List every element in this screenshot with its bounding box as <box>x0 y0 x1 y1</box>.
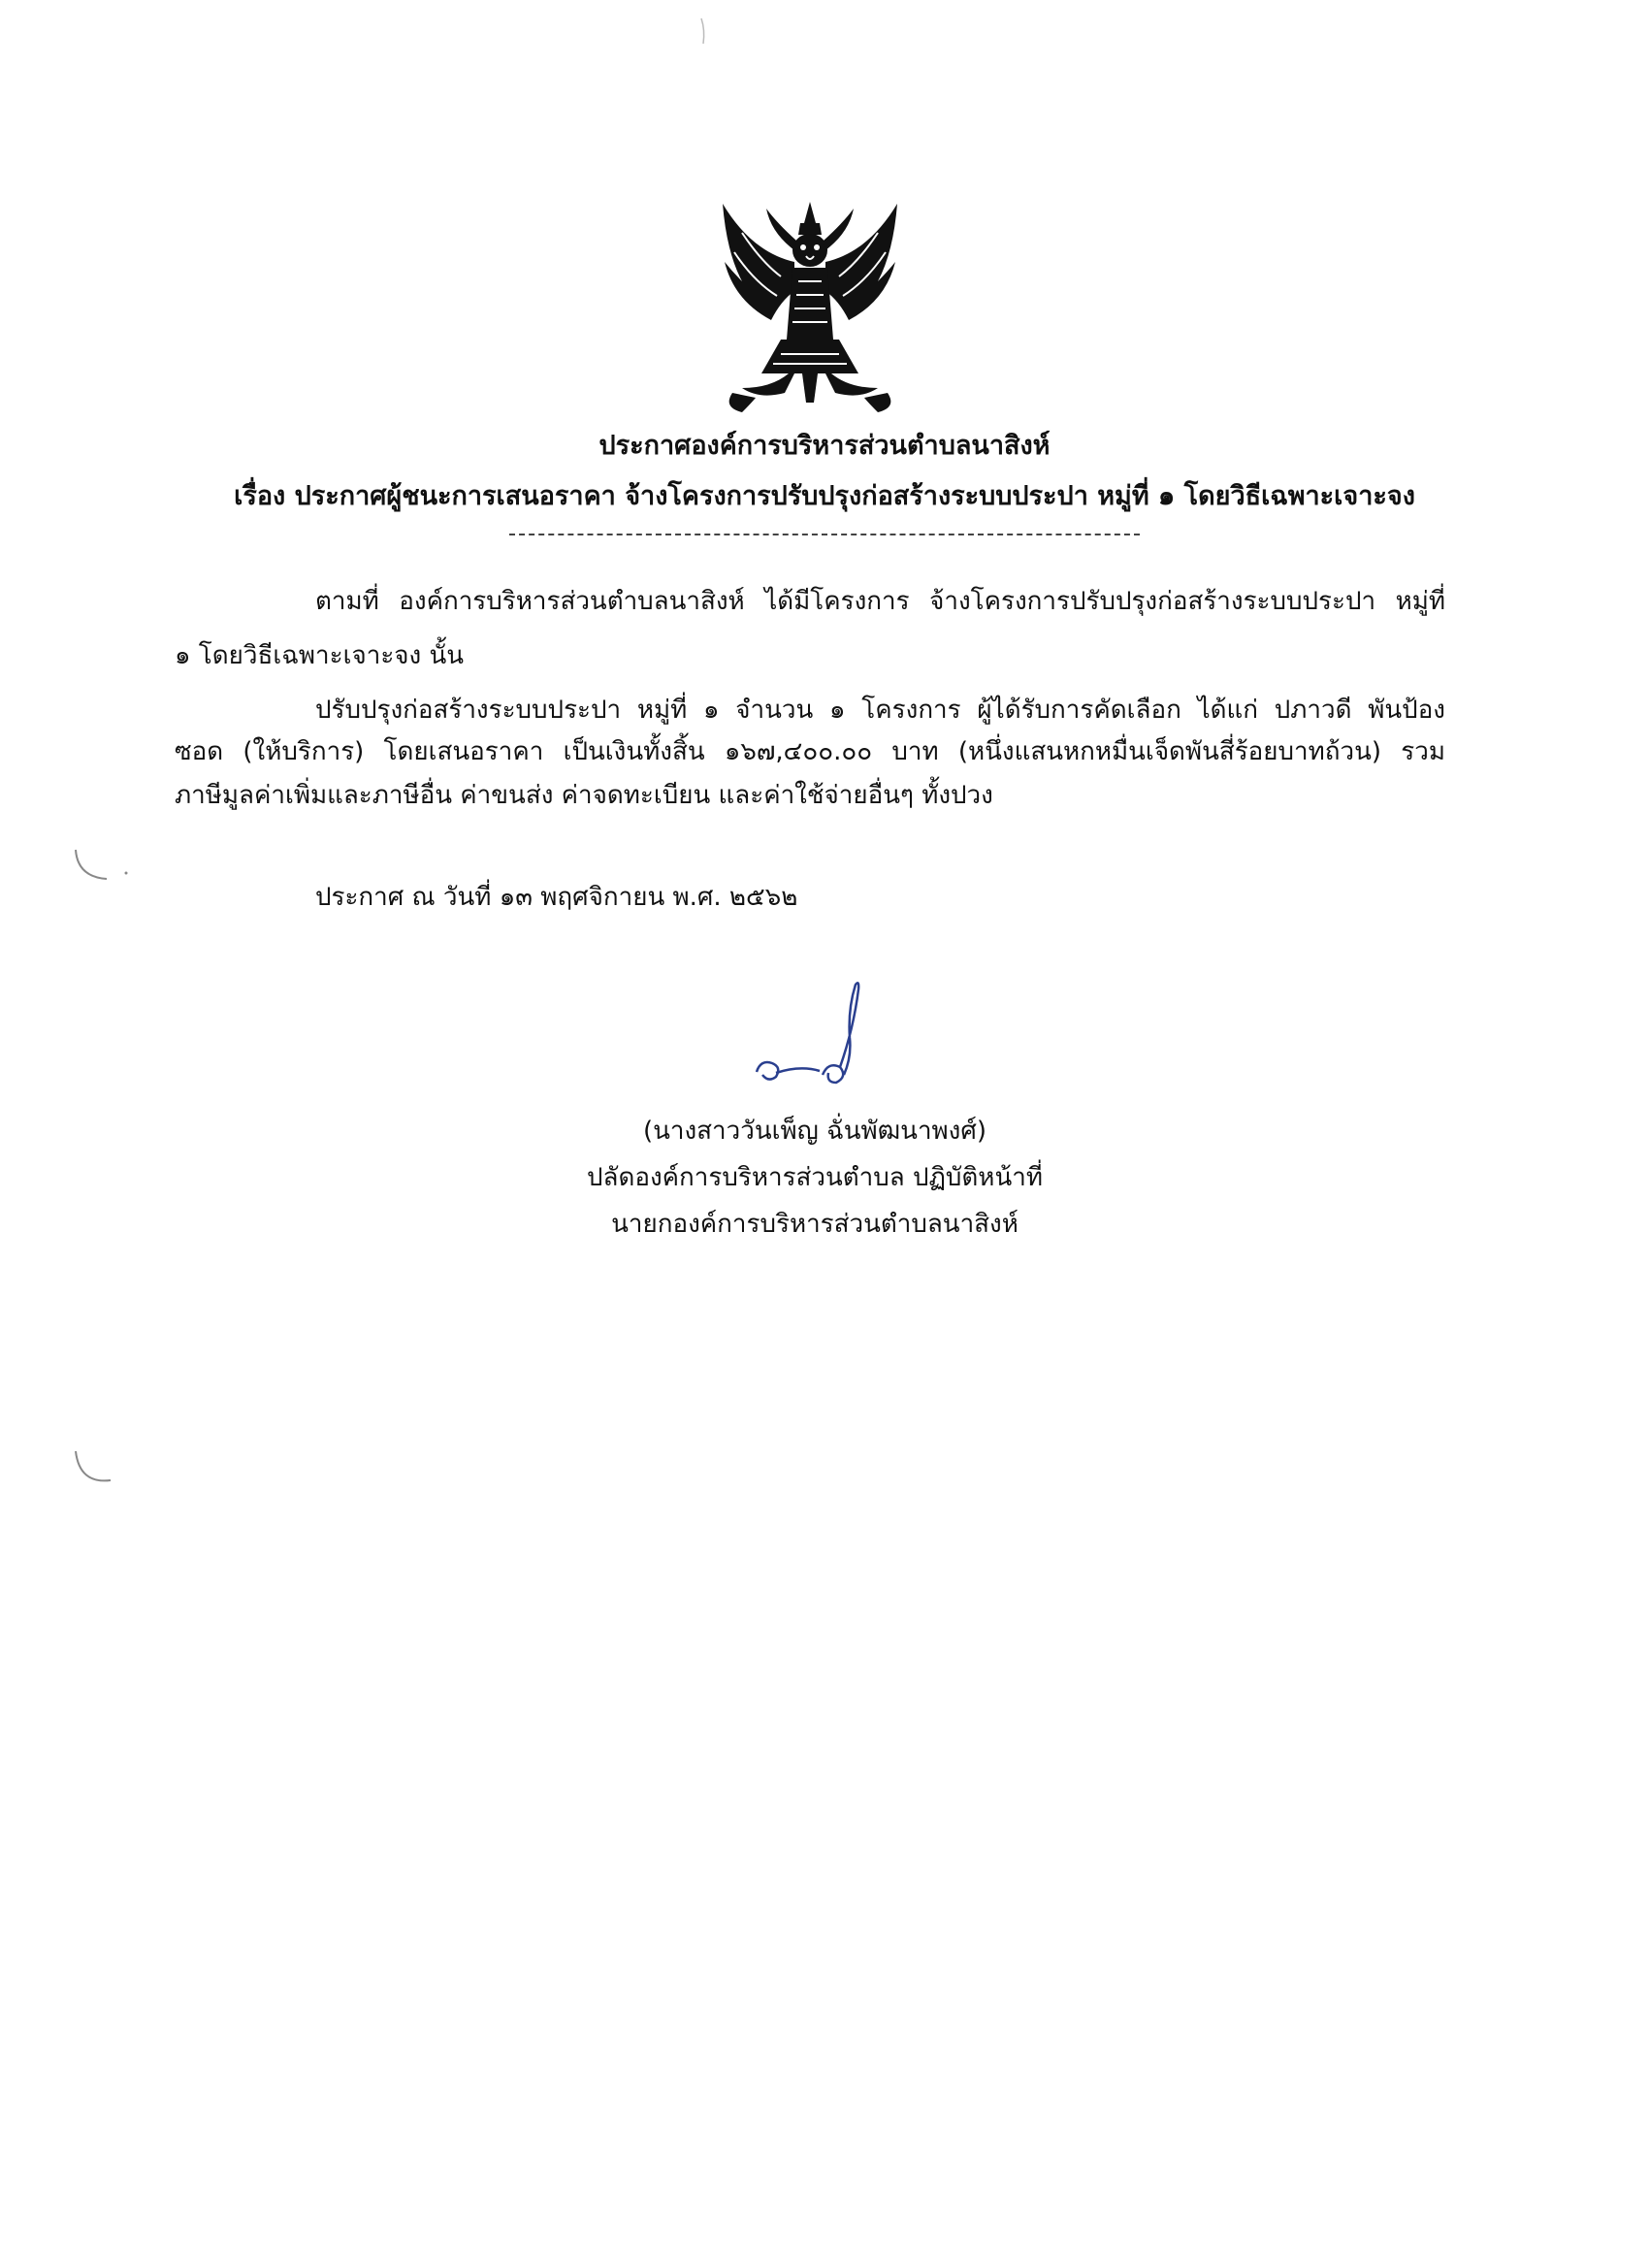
signer-position-1: ปลัดองค์การบริหารส่วนตำบล ปฏิบัติหน้าที่ <box>587 1163 1043 1192</box>
para2-line3: ภาษีมูลค่าเพิ่มและภาษีอื่น ค่าขนส่ง ค่าจดทะเบียน และค่าใช้จ่ายอื่นๆ ทั้งปวง <box>175 781 993 810</box>
announcement-date: ประกาศ ณ วันที่ ๑๓ พฤศจิกายน พ.ศ. ๒๕๖๒ <box>315 883 798 912</box>
punch-hole-mark <box>68 1445 136 1494</box>
garuda-emblem-icon <box>713 194 907 417</box>
document-title: ประกาศองค์การบริหารส่วนตำบลนาสิงห์ <box>598 431 1051 461</box>
title-separator <box>509 534 1140 535</box>
punch-hole-mark <box>68 844 136 892</box>
signer-position-2: นายกองค์การบริหารส่วนตำบลนาสิงห์ <box>611 1210 1018 1239</box>
para2-line2: ซอด (ให้บริการ) โดยเสนอราคา เป็นเงินทั้งสิ้น ๑๖๗,๔๐๐.๐๐ บาท (หนึ่งแสนหกหมื่นเจ็ดพันสี่ร้อยบาทถ้วน) รวม <box>175 737 1445 766</box>
document-subject: เรื่อง ประกาศผู้ชนะการเสนอราคา จ้างโครงการปรับปรุงก่อสร้างระบบประปา หมู่ที่ ๑ โดยวิธีเฉพาะเจาะจง <box>234 481 1415 511</box>
signer-name: (นางสาววันเพ็ญ ฉั่นพัฒนาพงศ์) <box>642 1117 987 1146</box>
handwritten-signature <box>747 970 912 1096</box>
scan-speck <box>694 15 713 53</box>
signature-block <box>563 1108 1067 1247</box>
para1-line1: ตามที่ องค์การบริหารส่วนตำบลนาสิงห์ ได้มีโครงการ จ้างโครงการปรับปรุงก่อสร้างระบบประปา หมู่ที่ <box>315 587 1445 616</box>
para2-line1: ปรับปรุงก่อสร้างระบบประปา หมู่ที่ ๑ จำนวน ๑ โครงการ ผู้ได้รับการคัดเลือก ได้แก่ ปภาวดี พันป้อง <box>315 696 1445 725</box>
para1-line2: ๑ โดยวิธีเฉพาะเจาะจง นั้น <box>175 641 465 670</box>
